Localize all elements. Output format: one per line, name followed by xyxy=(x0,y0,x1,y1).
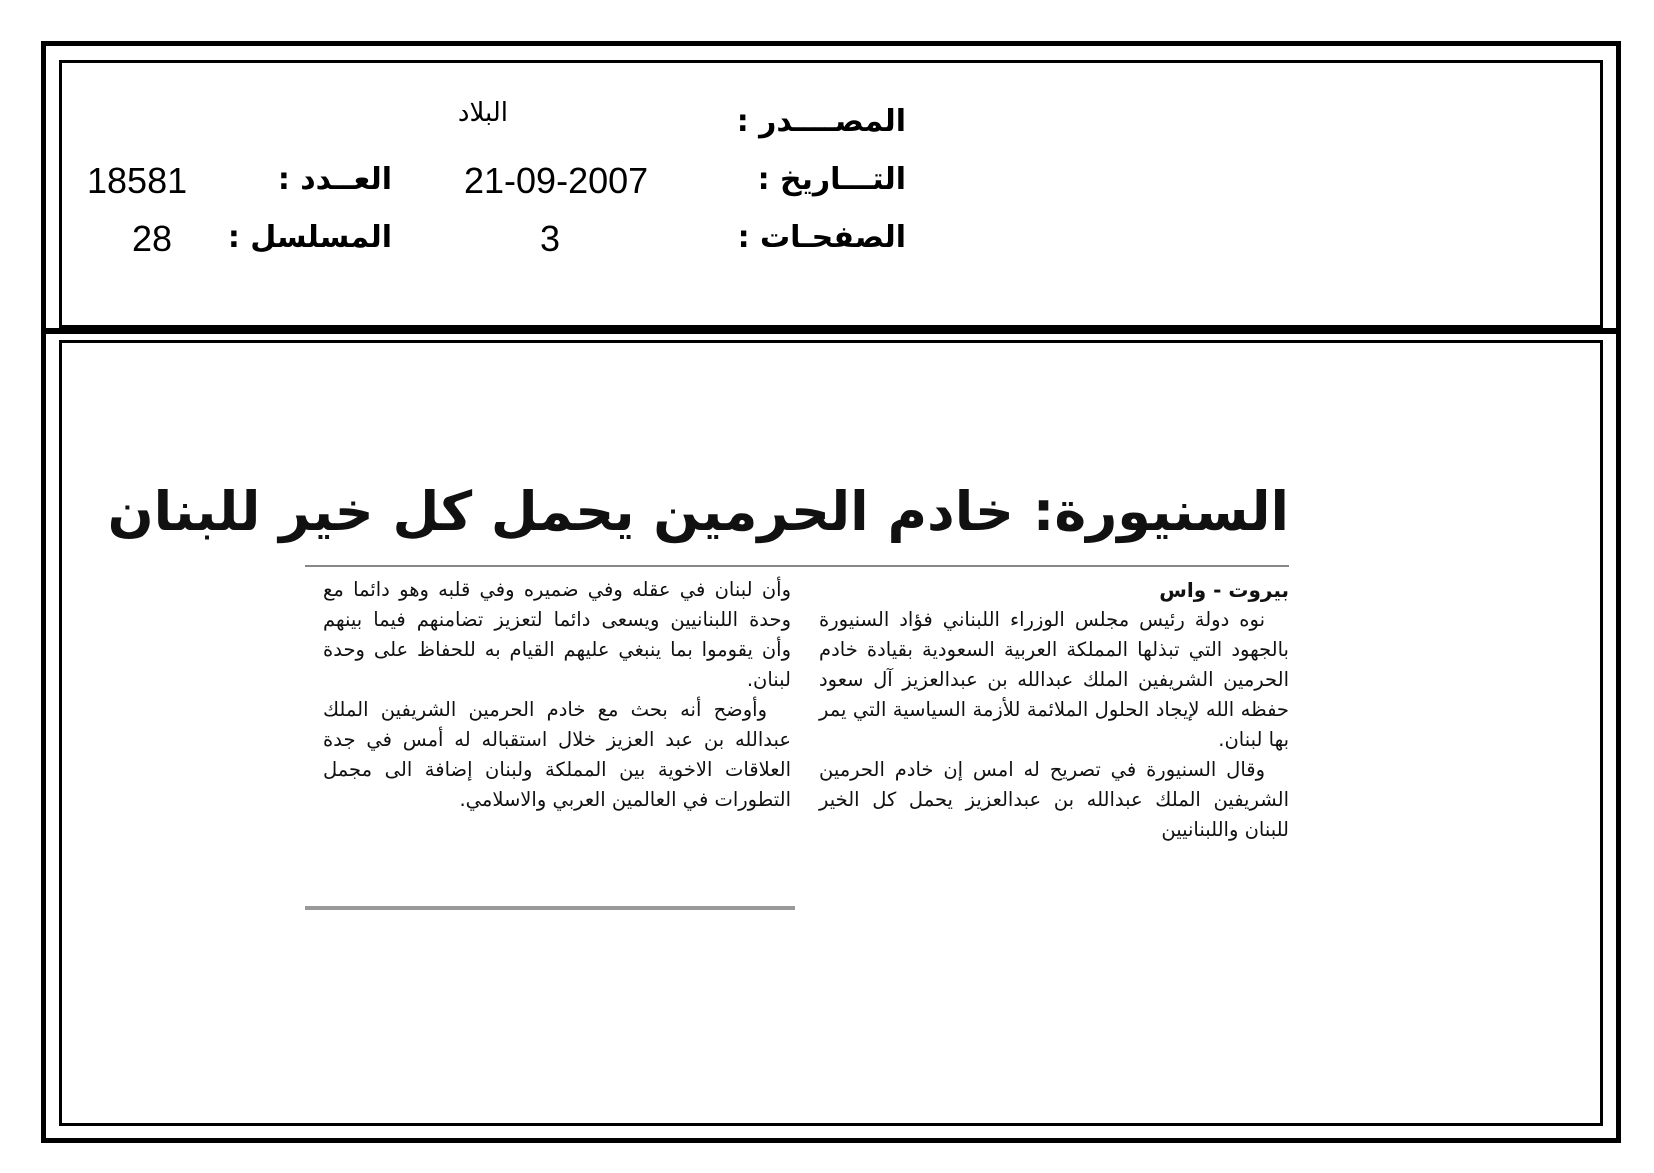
date-label: التـــاريخ : xyxy=(757,162,906,197)
source-value: البلاد xyxy=(457,98,508,128)
pages-value: 3 xyxy=(540,218,561,259)
article-column-left xyxy=(323,575,791,815)
pages-label: الصفحـات : xyxy=(737,220,906,255)
article-paragraph: وأوضح أنه بحث مع خادم الحرمين الشريفين الملك عبدالله بن عبد العزيز خلال استقباله له أمس في جدة العلاقات الاخوية بين المملكة ولبنان إضافة الى مجمل التطورات في العالمين العربي والاسلامي. xyxy=(323,698,791,811)
article-paragraph-continuation: وأن لبنان في عقله وفي ضميره وفي قلبه وهو دائما مع وحدة اللبنانيين ويسعى دائما لتعزيز تضامنهم فيما بينهم وأن يقوموا بما ينبغي عليهم القيام به للحفاظ على وحدة لبنان. xyxy=(323,578,791,691)
clipping-bottom-edge xyxy=(305,906,795,910)
serial-label: المسلسل : xyxy=(227,220,392,255)
source-label: المصــــدر : xyxy=(736,104,906,139)
newspaper-clipping xyxy=(107,480,1289,910)
article-column-right xyxy=(819,575,1289,845)
article-paragraph: وقال السنيورة في تصريح له امس إن خادم الحرمين الشريفين الملك عبدالله بن عبدالعزيز يحمل كل الخير للبنان واللبنانيين xyxy=(819,758,1289,841)
article-paragraph: نوه دولة رئيس مجلس الوزراء اللبناني فؤاد السنيورة بالجهود التي تبذلها المملكة العربية السعودية بقيادة خادم الحرمين الشريفين الملك عبدالله بن عبدالعزيز آل سعود حفظه الله لإيجاد الحلول الملائمة للأزمة السياسية التي يمر بها لبنان. xyxy=(819,608,1289,751)
issue-value: 18581 xyxy=(87,160,188,201)
issue-label: العــدد : xyxy=(277,162,392,197)
article-dateline: بيروت - واس xyxy=(1159,578,1289,602)
headline-underline xyxy=(305,565,1289,567)
serial-value: 28 xyxy=(132,218,173,259)
header-divider xyxy=(41,328,1621,334)
date-value: 21-09-2007 xyxy=(464,160,649,201)
article-headline: السنيورة: خادم الحرمين يحمل كل خير للبنان xyxy=(107,480,1289,543)
